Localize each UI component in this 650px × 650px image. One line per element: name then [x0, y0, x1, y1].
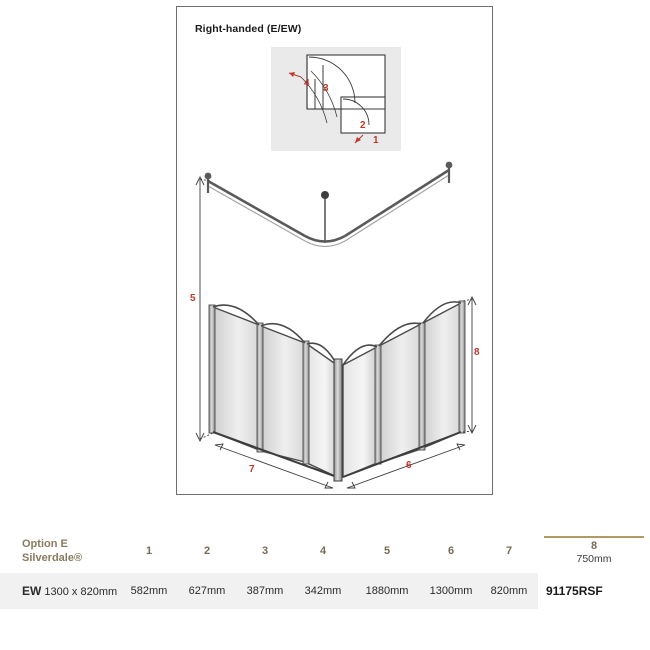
spec-table	[0, 530, 650, 609]
row-name-rest: 1300 x 820mm	[44, 586, 118, 598]
cell-7: 820mm	[480, 573, 538, 610]
col-header-7: 7	[505, 545, 513, 557]
col-header-8-cell	[538, 530, 650, 573]
col-header-5: 5	[383, 545, 391, 557]
col-header-3: 3	[261, 545, 269, 557]
inset-label-4: 4	[304, 78, 310, 89]
option-label-line1: Option E	[22, 538, 68, 550]
product-code: 91175RSF	[538, 573, 650, 610]
cell-3: 387mm	[236, 573, 294, 610]
col-header-4: 4	[319, 545, 327, 557]
option-label-line2: Silverdale®	[22, 552, 83, 564]
table-row	[0, 573, 650, 610]
spec-table-wrapper	[0, 530, 650, 609]
dimension-label-5: 5	[190, 293, 196, 304]
cell-1: 582mm	[120, 573, 178, 610]
col-header-8: 8	[590, 540, 598, 552]
corner-post	[334, 359, 342, 481]
inset-label-1: 1	[373, 135, 379, 146]
shower-enclosure-drawing	[177, 7, 494, 496]
col-8-value: 750mm	[576, 553, 612, 565]
diagram-panel	[176, 6, 493, 495]
right-wing-panels	[343, 301, 465, 477]
cell-4: 342mm	[294, 573, 352, 610]
row-name-cell	[0, 573, 120, 610]
left-wing-panels	[209, 305, 337, 477]
inset-label-3: 3	[323, 83, 329, 94]
option-label-cell	[0, 530, 120, 573]
curtain-rail	[205, 162, 453, 247]
table-header-row	[0, 530, 650, 573]
cell-5: 1880mm	[352, 573, 422, 610]
col-header-6: 6	[447, 545, 455, 557]
panel-title: Right-handed (E/EW)	[195, 23, 302, 35]
dimension-label-8: 8	[474, 347, 480, 358]
dimension-label-7: 7	[249, 464, 255, 475]
cell-2: 627mm	[178, 573, 236, 610]
inset-label-2: 2	[360, 120, 366, 131]
col-header-1: 1	[145, 545, 153, 557]
row-name-bold: EW	[22, 584, 42, 598]
cell-6: 1300mm	[422, 573, 480, 610]
dimension-label-6: 6	[406, 460, 412, 471]
col-header-2: 2	[203, 545, 211, 557]
